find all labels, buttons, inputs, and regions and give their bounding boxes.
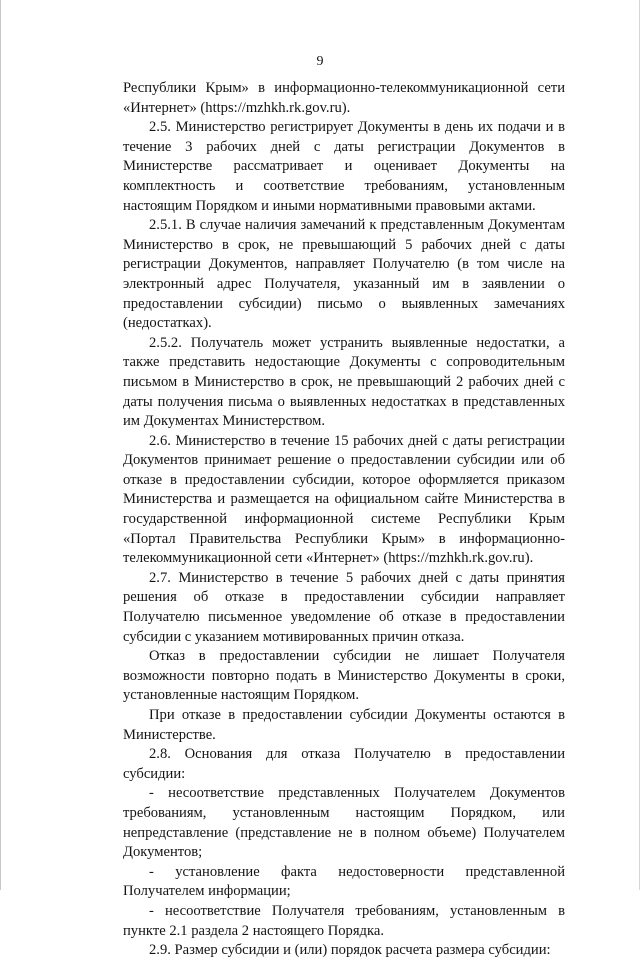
document-text-body: [123, 79, 565, 961]
paragraph-2-5-1: 2.5.1. В случае наличия замечаний к представленным Документам Министерство в срок, не превышающий 5 рабочих дней с даты регистрации Документов, направляет Получателю (в том числе на электронный адрес Получателя, указанный им в заявлении о предоставлении субсидии) письмо о выявленных замечаниях (недостатках).: [123, 217, 565, 332]
paragraph-2-6: 2.6. Министерство в течение 15 рабочих дней с даты регистрации Документов принимает решение о предоставлении субсидии или об отказе в предоставлении субсидии, которое оформляется приказом Министерства и размещается на официальном сайте Министерства в государственной информационной системе Республики Крым «Портал Правительства Республики Крым» в информационно-телекоммуникационной сети «Интернет» (https://mzhkh.rk.gov.ru).: [123, 432, 565, 567]
paragraph-documents-remain: При отказе в предоставлении субсидии Документы остаются в Министерстве.: [123, 707, 565, 743]
paragraph-2-9: 2.9. Размер субсидии и (или) порядок расчета размера субсидии:: [149, 942, 551, 959]
paragraph-2-8: 2.8. Основания для отказа Получателю в предоставлении субсидии:: [123, 746, 565, 782]
list-item-refusal-reason-2: - установление факта недостоверности представленной Получателем информации;: [123, 863, 565, 900]
page-number: 9: [316, 54, 324, 69]
paragraph-continuation: Республики Крым» в информационно-телекоммуникационной сети «Интернет» (https://mzhkh.rk.gov.ru).: [123, 80, 565, 116]
paragraph-2-5-2: 2.5.2. Получатель может устранить выявленные недостатки, а также представить недостающие Документы с сопроводительным письмом в Министерство в срок, не превышающий 2 рабочих дней с даты получения письма о выявленных недостатках в представленных им Документах Министерством.: [123, 334, 565, 430]
paragraph-2-5: 2.5. Министерство регистрирует Документы в день их подачи и в течение 3 рабочих дней с даты регистрации Документов в Министерстве рассматривает и оценивает Документы на комплектность и соответствие требованиям, установленным настоящим Порядком и иными нормативными правовыми актами.: [123, 119, 565, 214]
paragraph-refusal-note: Отказ в предоставлении субсидии не лишает Получателя возможности повторно подать в Министерство Документы в сроки, установленные настоящим Порядком.: [123, 648, 565, 704]
list-item-refusal-reason-1: - несоответствие представленных Получателем Документов требованиям, установленным настоящим Порядком, или непредставление (представление не в полном объеме) Получателем Документов;: [123, 785, 565, 861]
paragraph-2-7: 2.7. Министерство в течение 5 рабочих дней с даты принятия решения об отказе в предоставлении субсидии направляет Получателю письменное уведомление об отказе в предоставлении субсидии с указанием мотивированных причин отказа.: [123, 569, 565, 645]
page-edge-left: [0, 0, 1, 890]
list-item-refusal-reason-3: - несоответствие Получателя требованиям, установленным в пункте 2.1 раздела 2 настоящего Порядка.: [123, 902, 565, 939]
